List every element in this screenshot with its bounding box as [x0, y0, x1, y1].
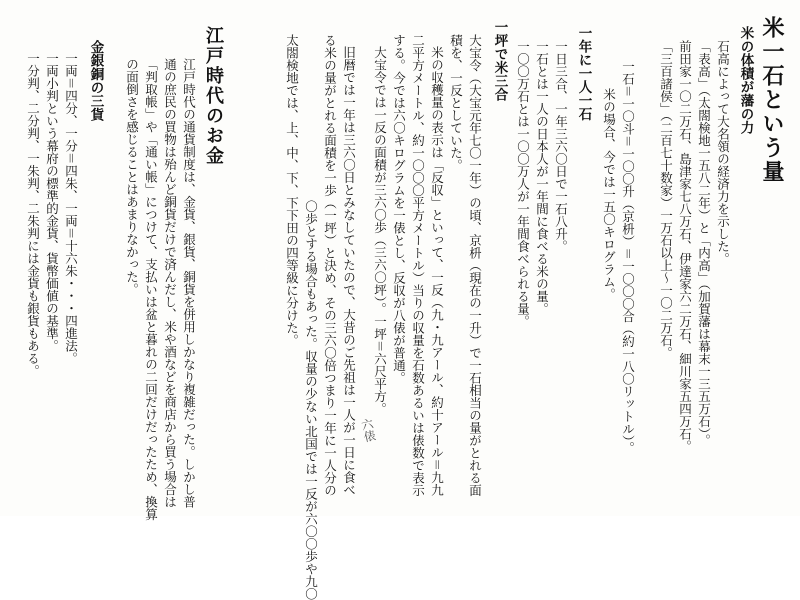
section-heading-kokudaka: 米の体積が藩の力: [737, 26, 754, 134]
edo-line-3: 「判取帳」や「通い帳」につけて、支払いは盆と暮れの二回だけだったため、換算: [143, 58, 159, 521]
tsubo-line-3: 米の収穫量の表示は「反収」といって、一反（九・九アール、約十アール＝九九: [429, 46, 445, 496]
ichinen-line-2: 一石とは一人の日本人が一年間に食べる米の量。: [534, 40, 550, 315]
tsubo-line-5: する。今では六〇キログラムを一俵とし、反収が八俵が普通。: [391, 34, 407, 384]
kokudaka-line-1: 石高によって大名領の経済力を示した。: [715, 40, 731, 265]
kokudaka-line-3: 前田家一〇二万石、島津家七八万石、伊達家六二万石、細川家五四万石。: [677, 40, 693, 453]
tsubo-line-4: 二平方メートル、約一〇〇〇平方メートル）当りの収量を石数あるいは俵数で表示: [410, 34, 426, 497]
sanka-line-3: 一分判、二分判、一朱判、二朱判には金貨も銀貨もある。: [25, 52, 41, 377]
section-heading-ichinen: 一年に一人一石: [575, 26, 592, 121]
section-heading-edo: 江戸時代のお金: [203, 26, 224, 166]
tsubo-line-8: る米の量がとれる面積を一歩（一坪）と決め、その三六〇倍つまり一年に一人分の: [322, 34, 338, 497]
tsubo-line-10: 太閤検地では、上、中、下、下下田の四等級に分けた。: [284, 34, 300, 347]
section-heading-sanka: 金銀銅の三貨: [87, 40, 104, 121]
ichinen-line-1: 一日三合、一年三六〇日で一石八升。: [553, 40, 569, 253]
kokudaka-line-6: 一石＝一〇斗＝一〇〇升（京枡）＝一〇〇〇合（約一八〇リットル）。: [620, 60, 636, 454]
kokudaka-line-7: 米の場合、今では一五〇キログラム。: [601, 88, 617, 301]
page-title: 米一石という量: [759, 16, 784, 184]
kokudaka-line-2: 「表高」（太閤検地一五八二年）と「内高」（加賀藩は幕末一三五万石）。: [696, 40, 712, 447]
tsubo-line-6: 大宝令では一反の面積が三六〇歩（三六〇坪）。一坪＝六尺平方。: [372, 46, 388, 415]
tsubo-line-2: 積を、一反としていた。: [448, 34, 464, 172]
ichinen-line-3: 一〇〇万石とは一〇〇万人が一年間食べられる量。: [515, 40, 531, 328]
tsubo-line-9: 〇歩とする場合もあった。収量の少ない北国では一反が六〇〇歩や九〇: [303, 200, 319, 600]
edo-line-1: 江戸時代の通貨制度は、金貨、銀貨、銅貨を併用しかなり複雑だった。しかし普: [181, 58, 197, 508]
sanka-line-1: 一両＝四分、一分＝四朱、一両＝十六朱・・・四進法。: [63, 52, 79, 365]
handwritten-annotation: 六俵: [358, 416, 378, 444]
edo-line-4: の面倒さを感じることはあまりなかった。: [124, 58, 140, 296]
sanka-line-2: 一両小判という幕府の標準的金貨、貨幣価値の基準。: [44, 52, 60, 352]
tsubo-line-1: 大宝令（大宝元年七〇一年）の頃、京枡（現在の一升）で一石相当の量がとれる面: [467, 34, 483, 497]
kokudaka-line-4: 「三百諸侯」（二百七十数家）一万石以上～一〇二万石。: [658, 40, 674, 359]
edo-line-2: 通の庶民の買物は殆んど銅貨だけで済んだし、米や酒などを商店から買う場合は: [162, 58, 178, 508]
tsubo-line-7: 旧暦では一年は三六〇日とみなしていたので、大昔のご先祖は一人が一日に食べ: [341, 46, 357, 496]
section-heading-tsubo: 一坪で米三合: [491, 20, 508, 101]
